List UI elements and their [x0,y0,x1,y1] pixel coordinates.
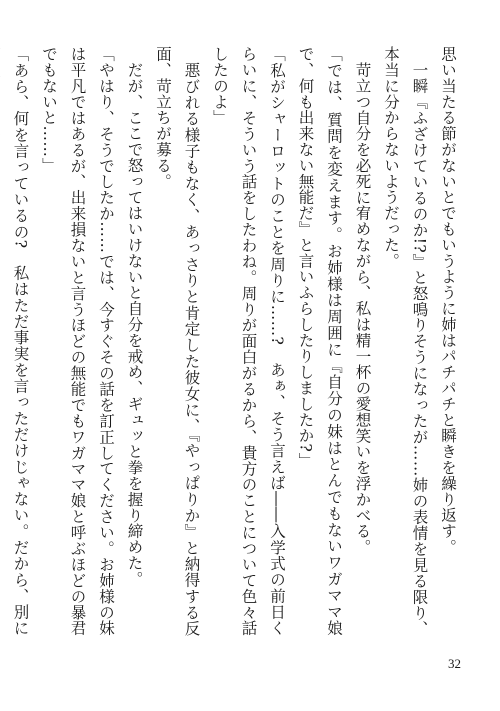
vertical-text-body [11,46,462,636]
paragraph: 悪びれる様子もなく、あっさりと肯定した彼女に、『やっぱりか』と納得する反面、苛立ちが募る。 [154,46,201,636]
page-number: 32 [448,656,461,671]
dialogue-paragraph: 「やはり、そうでしたか……では、今すぐその話を訂正してください。お姉様の妹は平凡ではあるが、出来損ないと言うほどの無能でもワガママ娘と呼ぶほどの暴君でもないと……」 [40,46,115,636]
dialogue-paragraph: 「あら、何を言っているの? 私はただ事実を言っただけじゃない。だから、別に [11,46,30,636]
paragraph: 一瞬『ふざけているのか!?』と怒鳴りそうになったが……姉の表情を見る限り、本当に分からないようだった。 [382,46,429,636]
dialogue-paragraph: 「では、質問を変えます。お姉様は周囲に『自分の妹はとんでもないワガママ娘で、何も出来ない無能だ』と言いふらしたりしましたか?」 [296,46,343,636]
paragraph: 思い当たる節がないとでもいうように姉はパチパチと瞬きを繰り返す。 [439,46,457,555]
dialogue-paragraph: 「私がシャーロットのことを周りに……? あぁ、そう言えば――入学式の前日くらいに、そういう話をしたわね。周りが面白がるから、貴方のことについて色々話したのよ」 [211,46,286,636]
paragraph: だが、ここで怒ってはいけないと自分を戒め、ギュッと拳を握り締めた。 [125,61,144,587]
paragraph: 苛立つ自分を必死に宥めながら、私は精一杯の愛想笑いを浮かべる。 [353,61,372,555]
